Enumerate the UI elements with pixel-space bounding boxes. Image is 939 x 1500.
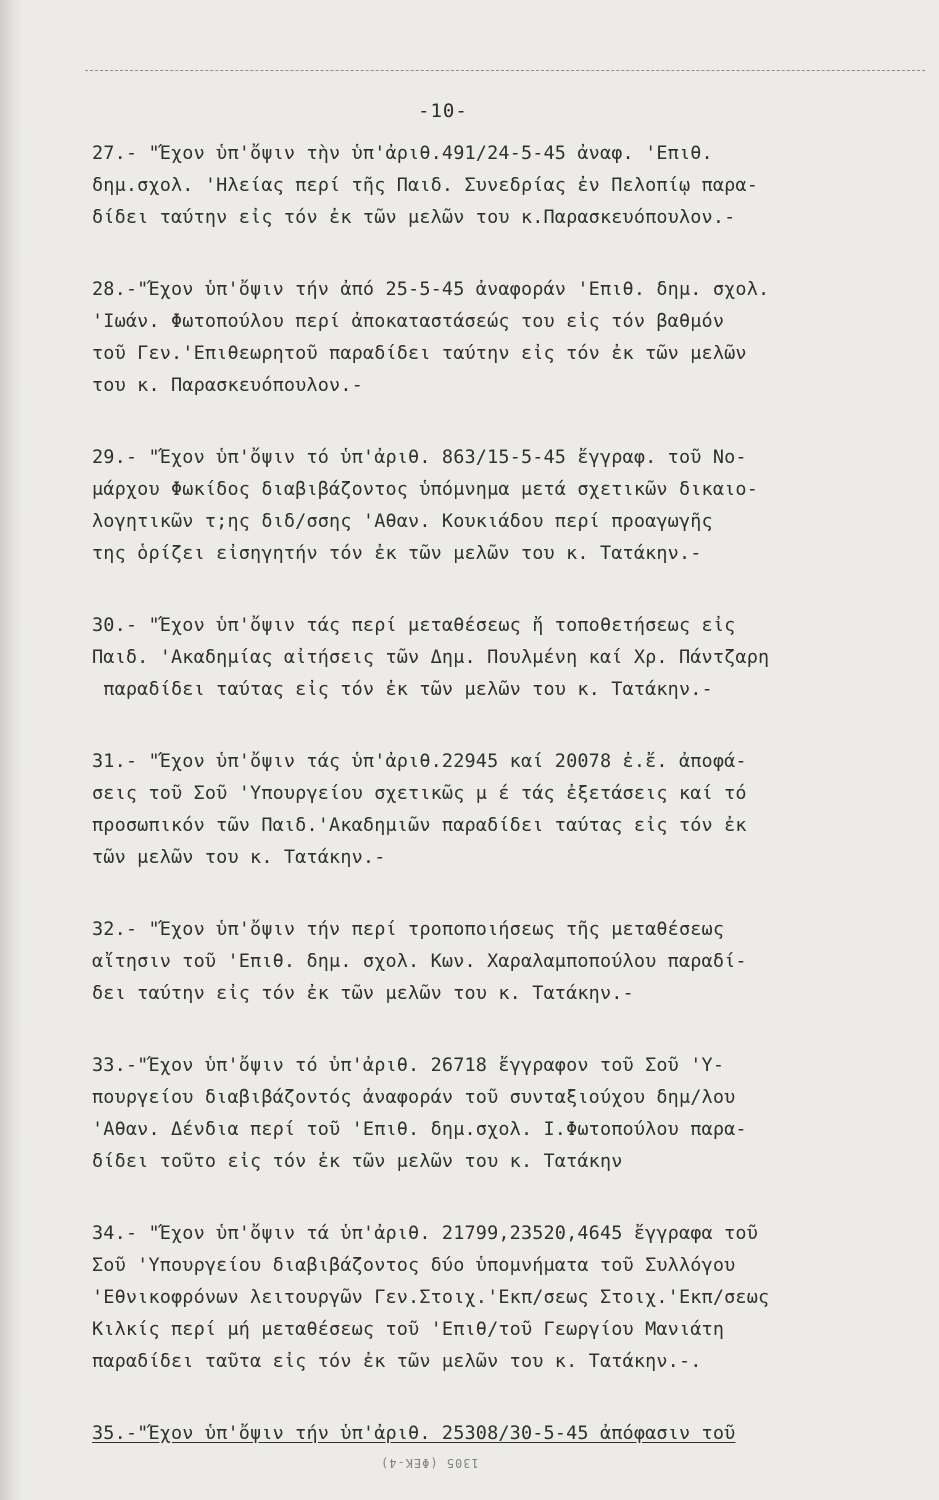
entry-line: 31.- "Έχον ὑπ'ὄψιν τάς ὑπ'ἀριθ.22945 καί 20078 ἐ.ἔ. ἀποφά- [92, 751, 747, 772]
entry-line: προσωπικόν τῶν Παιδ.'Ακαδημιῶν παραδίδει ταύτας εἰς τόν ἐκ [92, 815, 747, 836]
entry-line: Κιλκίς περί μή μεταθέσεως τοῦ 'Επιθ/τοῦ Γεωργίου Μανιάτη [92, 1319, 725, 1340]
entry-line: 'Εθνικοφρόνων λειτουργῶν Γεν.Στοιχ.'Εκπ/σεως Στοιχ.'Εκπ/σεως [92, 1287, 770, 1308]
entry-34 [92, 1218, 892, 1378]
entry-line: 30.- "Έχον ὑπ'ὄψιν τάς περί μεταθέσεως ἤ τοποθετήσεως εἰς [92, 615, 736, 636]
entry-30 [92, 610, 892, 706]
entry-line: 27.- "Έχον ὑπ'ὄψιν τὴν ὑπ'ἀριθ.491/24-5-45 ἀναφ. 'Επιθ. [92, 143, 713, 164]
entry-line: δίδει τοῦτο εἰς τόν ἐκ τῶν μελῶν του κ. Τατάκην [92, 1151, 623, 1172]
entry-33 [92, 1050, 892, 1178]
entry-line: τοῦ Γεν.'Επιθεωρητοῦ παραδίδει ταύτην εἰς τόν ἐκ τῶν μελῶν [92, 343, 747, 364]
entry-line: παραδίδει ταύτας εἰς τόν ἐκ τῶν μελῶν του κ. Τατάκην.- [92, 679, 713, 700]
entries-list [92, 138, 892, 1490]
entry-line: της ὁρίζει εἰσηγητήν τόν ἐκ τῶν μελῶν του κ. Τατάκην.- [92, 543, 702, 564]
entry-line: 34.- "Έχον ὑπ'ὄψιν τά ὑπ'ἀριθ. 21799,23520,4645 ἔγγραφα τοῦ [92, 1223, 758, 1244]
entry-31 [92, 746, 892, 874]
entry-line: σεις τοῦ Σοῦ 'Υπουργείου σχετικῶς μ έ τάς ἐξετάσεις καί τό [92, 783, 747, 804]
entry-line: Σοῦ 'Υπουργείου διαβιβάζοντος δύο ὑπομνήματα τοῦ Συλλόγου [92, 1255, 736, 1276]
entry-line: 32.- "Έχον ὑπ'ὄψιν τήν περί τροποποιήσεως τῆς μεταθέσεως [92, 919, 725, 940]
entry-line: Παιδ. 'Ακαδημίας αἰτήσεις τῶν Δημ. Πουλμένη καί Χρ. Πάντζαρη [92, 647, 770, 668]
entry-line: 29.- "Έχον ὑπ'ὄψιν τό ὑπ'ἀριθ. 863/15-5-45 ἔγγραφ. τοῦ Νο- [92, 447, 747, 468]
entry-27 [92, 138, 892, 234]
top-rule [85, 70, 925, 71]
entry-line: 'Αθαν. Δένδια περί τοῦ 'Επιθ. δημ.σχολ. Ι.Φωτοπούλου παρα- [92, 1119, 747, 1140]
binding-edge [0, 0, 22, 1500]
entry-line: δίδει ταύτην εἰς τόν ἐκ τῶν μελῶν του κ.Παρασκευόπουλον.- [92, 207, 736, 228]
entry-line: 'Ιωάν. Φωτοπούλου περί ἀποκαταστάσεώς του εἰς τόν βαθμόν [92, 311, 725, 332]
entry-line: πουργείου διαβιβάζοντός ἀναφοράν τοῦ συνταξιούχου δημ/λου [92, 1087, 736, 1108]
entry-line: 28.-"Έχον ὑπ'ὄψιν τήν ἀπό 25-5-45 ἀναφοράν 'Επιθ. δημ. σχολ. [92, 279, 770, 300]
entry-line: λογητικῶν τ;ης διδ/σσης 'Αθαν. Κουκιάδου περί προαγωγῆς [92, 511, 713, 532]
footer-stamp: 1305 (ΦΕΚ-4) [380, 1456, 479, 1470]
entry-28 [92, 274, 892, 402]
page-number: -10- [418, 100, 468, 122]
entry-line: δει ταύτην εἰς τόν ἐκ τῶν μελῶν του κ. Τατάκην.- [92, 983, 634, 1004]
entry-32 [92, 914, 892, 1010]
entry-35 [92, 1418, 892, 1450]
entry-line: μάρχου Φωκίδος διαβιβάζοντος ὑπόμνημα μετά σχετικῶν δικαιο- [92, 479, 758, 500]
entry-line: αἴτησιν τοῦ 'Επιθ. δημ. σχολ. Κων. Χαραλαμποπούλου παραδί- [92, 951, 747, 972]
entry-line: δημ.σχολ. 'Ηλείας περί τῆς Παιδ. Συνεδρίας ἐν Πελοπίῳ παρα- [92, 175, 758, 196]
entry-line: του κ. Παρασκευόπουλον.- [92, 375, 363, 396]
entry-29 [92, 442, 892, 570]
entry-line: 35.-"Έχον ὑπ'ὄψιν τήν ὑπ'ἀριθ. 25308/30-5-45 ἀπόφασιν τοῦ [92, 1423, 736, 1444]
entry-line: παραδίδει ταῦτα εἰς τόν ἐκ τῶν μελῶν του κ. Τατάκην.-. [92, 1351, 702, 1372]
entry-line: τῶν μελῶν του κ. Τατάκην.- [92, 847, 386, 868]
entry-line: 33.-"Έχον ὑπ'ὄψιν τό ὑπ'ἀριθ. 26718 ἔγγραφον τοῦ Σοῦ 'Υ- [92, 1055, 725, 1076]
